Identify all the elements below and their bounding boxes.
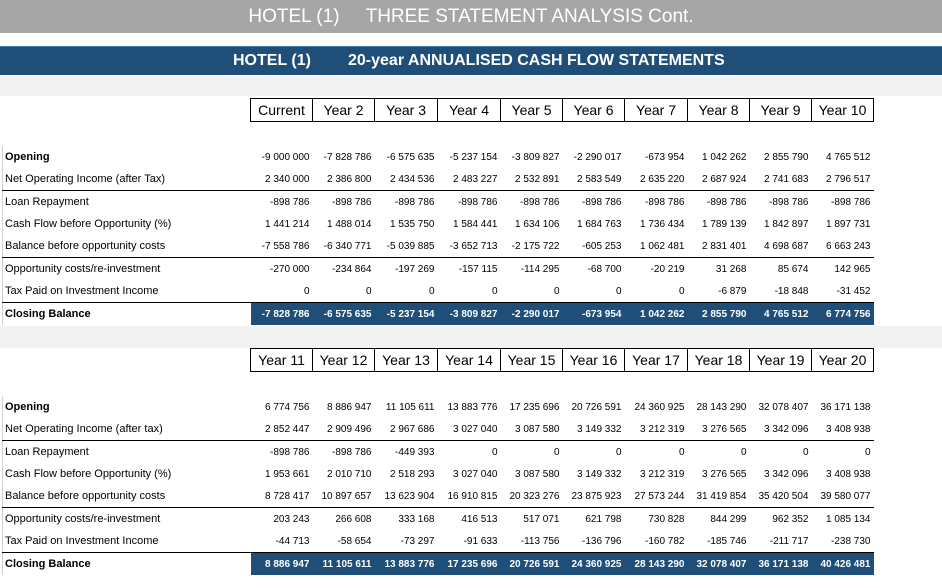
value-cell: 2 796 517 — [812, 168, 874, 191]
value-cell: -197 269 — [395, 263, 435, 275]
year-header: Year 15 — [501, 349, 563, 372]
page-banner: HOTEL (1) THREE STATEMENT ANALYSIS Cont. — [0, 0, 942, 33]
value-cell: 24 360 925 — [563, 553, 625, 576]
value-cell: -2 175 722 — [501, 235, 563, 258]
value-cell: 20 726 591 — [501, 553, 563, 576]
value-cell: 1 684 763 — [577, 218, 622, 230]
row-net-operating-income — [3, 168, 874, 191]
value-cell: 28 143 290 — [625, 553, 688, 576]
value-cell: 1 535 750 — [390, 218, 435, 230]
year-header: Year 6 — [563, 99, 625, 122]
row-cash-flow-before-opportunity — [3, 463, 874, 485]
value-cell: -3 809 827 — [511, 151, 560, 163]
row-cash-flow-before-opportunity — [3, 213, 874, 235]
value-cell: -270 000 — [270, 263, 310, 275]
value-cell: 6 774 756 — [812, 303, 874, 326]
value-cell: 2 831 401 — [688, 235, 750, 258]
value-cell: 24 360 925 — [634, 401, 685, 413]
value-cell: 2 583 549 — [563, 168, 625, 191]
value-cell: 3 087 580 — [515, 468, 560, 480]
value-cell: 416 513 — [461, 513, 498, 525]
value-cell: -7 828 786 — [323, 151, 372, 163]
value-cell: 2 340 000 — [251, 168, 313, 191]
value-cell: 2 635 220 — [625, 168, 688, 191]
value-cell: 2 967 686 — [375, 418, 438, 441]
row-label: Opening — [3, 396, 251, 418]
value-cell: 8 886 947 — [327, 401, 372, 413]
row-label: Net Operating Income (after Tax) — [3, 168, 251, 191]
value-cell: 10 897 657 — [313, 485, 375, 508]
row-closing-balance — [3, 303, 874, 326]
value-cell: 0 — [251, 280, 313, 303]
year-header: Year 3 — [375, 99, 438, 122]
value-cell: -18 848 — [750, 280, 812, 303]
row-label: Opportunity costs/re-investment — [3, 508, 251, 531]
value-cell: 17 235 696 — [509, 401, 560, 413]
spacer-row — [3, 372, 874, 397]
row-balance-before-opportunity-costs — [3, 485, 874, 508]
year-header: Year 13 — [375, 349, 438, 372]
value-cell: -44 713 — [251, 530, 313, 553]
value-cell: 13 623 904 — [375, 485, 438, 508]
spacer-cell — [3, 372, 874, 397]
value-cell: -449 393 — [395, 446, 435, 458]
row-opportunity-costs — [3, 508, 874, 531]
value-cell: -5 237 154 — [375, 303, 438, 326]
value-cell: 3 212 319 — [640, 468, 685, 480]
row-label: Closing Balance — [3, 303, 251, 326]
header-blank-cell — [3, 349, 251, 372]
value-cell: 2 434 536 — [375, 168, 438, 191]
value-cell: -673 954 — [563, 303, 625, 326]
year-header: Year 16 — [563, 349, 625, 372]
value-cell: 1 085 134 — [826, 513, 871, 525]
value-cell: -2 290 017 — [573, 151, 622, 163]
value-cell: 1 042 262 — [702, 151, 747, 163]
value-cell: 0 — [678, 446, 685, 458]
value-cell: 1 953 661 — [265, 468, 310, 480]
value-cell: 2 386 800 — [313, 168, 375, 191]
value-cell: 3 027 040 — [438, 418, 501, 441]
year-header: Year 12 — [313, 349, 375, 372]
value-cell: 27 573 244 — [625, 485, 688, 508]
value-cell: 1 042 262 — [625, 303, 688, 326]
value-cell: -234 864 — [332, 263, 372, 275]
cash-flow-table-years-1-10 — [2, 98, 874, 325]
value-cell: 1 584 441 — [453, 218, 498, 230]
value-cell: -898 786 — [332, 446, 372, 458]
row-label: Opening — [3, 146, 251, 168]
value-cell: -9 000 000 — [261, 151, 310, 163]
value-cell: -673 954 — [645, 151, 685, 163]
value-cell: -211 717 — [750, 530, 812, 553]
value-cell: -73 297 — [375, 530, 438, 553]
value-cell: 0 — [491, 446, 498, 458]
row-loan-repayment — [3, 441, 874, 464]
value-cell: 85 674 — [777, 263, 809, 275]
year-header: Year 19 — [750, 349, 812, 372]
value-cell: 266 608 — [335, 513, 372, 525]
year-header: Year 17 — [625, 349, 688, 372]
row-label: Tax Paid on Investment Income — [3, 280, 251, 303]
value-cell: 2 483 227 — [438, 168, 501, 191]
value-cell: -238 730 — [812, 530, 874, 553]
value-cell: 6 774 756 — [265, 401, 310, 413]
value-cell: -6 340 771 — [313, 235, 375, 258]
row-opening — [3, 396, 874, 418]
value-cell: 844 299 — [710, 513, 747, 525]
value-cell: 517 071 — [523, 513, 560, 525]
value-cell: 11 105 611 — [313, 553, 375, 576]
value-cell: 8 886 947 — [251, 553, 313, 576]
row-label: Cash Flow before Opportunity (%) — [3, 213, 251, 235]
value-cell: -898 786 — [270, 446, 310, 458]
value-cell: -6 575 635 — [313, 303, 375, 326]
value-cell: 0 — [501, 280, 563, 303]
value-cell: 17 235 696 — [438, 553, 501, 576]
value-cell: 0 — [615, 446, 622, 458]
value-cell: 1 634 106 — [515, 218, 560, 230]
row-net-operating-income — [3, 418, 874, 441]
value-cell: 3 342 096 — [764, 468, 809, 480]
value-cell: -5 039 885 — [375, 235, 438, 258]
value-cell: 8 728 417 — [251, 485, 313, 508]
value-cell: -898 786 — [582, 196, 622, 208]
value-cell: 16 910 815 — [438, 485, 501, 508]
row-closing-balance — [3, 553, 874, 576]
value-cell: 2 518 293 — [390, 468, 435, 480]
value-cell: 39 580 077 — [812, 485, 874, 508]
row-opening — [3, 146, 874, 168]
value-cell: -7 828 786 — [251, 303, 313, 326]
row-label: Loan Repayment — [3, 441, 251, 464]
value-cell: 0 — [802, 446, 809, 458]
value-cell: -68 700 — [587, 263, 622, 275]
year-header-row — [3, 349, 874, 372]
value-cell: -605 253 — [563, 235, 625, 258]
value-cell: -160 782 — [625, 530, 688, 553]
year-header: Current — [251, 99, 313, 122]
spacer-band-middle — [0, 326, 942, 348]
statement-title: 20-year ANNUALISED CASH FLOW STATEMENTS — [348, 52, 725, 69]
value-cell: 36 171 138 — [750, 553, 812, 576]
row-label: Tax Paid on Investment Income — [3, 530, 251, 553]
value-cell: 11 105 611 — [385, 401, 435, 413]
value-cell: 13 883 776 — [375, 553, 438, 576]
value-cell: 1 842 897 — [764, 218, 809, 230]
year-header: Year 5 — [501, 99, 563, 122]
value-cell: 3 408 938 — [812, 418, 874, 441]
year-header: Year 4 — [438, 99, 501, 122]
value-cell: 3 276 565 — [688, 418, 750, 441]
value-cell: 0 — [740, 446, 747, 458]
value-cell: 2 852 447 — [251, 418, 313, 441]
value-cell: 730 828 — [648, 513, 685, 525]
value-cell: -2 290 017 — [501, 303, 563, 326]
value-cell: -136 796 — [563, 530, 625, 553]
value-cell: -157 115 — [458, 263, 498, 275]
value-cell: 2 855 790 — [688, 303, 750, 326]
row-label: Closing Balance — [3, 553, 251, 576]
year-header: Year 18 — [688, 349, 750, 372]
value-cell: -58 654 — [313, 530, 375, 553]
cash-flow-table-years-11-20 — [2, 348, 874, 575]
value-cell: -3 809 827 — [438, 303, 501, 326]
value-cell: 0 — [864, 446, 871, 458]
value-cell: 32 078 407 — [688, 553, 750, 576]
value-cell: 142 965 — [834, 263, 871, 275]
value-cell: 0 — [625, 280, 688, 303]
value-cell: -898 786 — [270, 196, 310, 208]
value-cell: -898 786 — [332, 196, 372, 208]
row-label: Balance before opportunity costs — [3, 485, 251, 508]
value-cell: -898 786 — [458, 196, 498, 208]
value-cell: 3 342 096 — [750, 418, 812, 441]
row-label: Balance before opportunity costs — [3, 235, 251, 258]
value-cell: 0 — [313, 280, 375, 303]
value-cell: -898 786 — [520, 196, 560, 208]
value-cell: 3 212 319 — [625, 418, 688, 441]
row-label: Cash Flow before Opportunity (%) — [3, 463, 251, 485]
value-cell: -6 879 — [688, 280, 750, 303]
value-cell: 2 909 496 — [313, 418, 375, 441]
value-cell: 1 488 014 — [327, 218, 372, 230]
value-cell: -91 633 — [438, 530, 501, 553]
year-header-row — [3, 99, 874, 122]
row-tax-paid — [3, 280, 874, 303]
value-cell: 1 789 139 — [702, 218, 747, 230]
value-cell: 4 765 512 — [826, 151, 871, 163]
value-cell: 4 698 687 — [750, 235, 812, 258]
year-header: Year 7 — [625, 99, 688, 122]
value-cell: -5 237 154 — [449, 151, 498, 163]
value-cell: 0 — [553, 446, 560, 458]
value-cell: 2 687 924 — [688, 168, 750, 191]
value-cell: 621 798 — [585, 513, 622, 525]
value-cell: 0 — [563, 280, 625, 303]
value-cell: 1 897 731 — [826, 218, 871, 230]
spacer-row — [3, 122, 874, 147]
value-cell: -20 219 — [650, 263, 685, 275]
value-cell: 203 243 — [273, 513, 310, 525]
value-cell: 1 441 214 — [265, 218, 310, 230]
value-cell: 13 883 776 — [447, 401, 498, 413]
value-cell: 6 663 243 — [812, 235, 874, 258]
year-header: Year 2 — [313, 99, 375, 122]
value-cell: 3 408 938 — [826, 468, 871, 480]
value-cell: -114 295 — [520, 263, 560, 275]
value-cell: -898 786 — [707, 196, 747, 208]
value-cell: 0 — [438, 280, 501, 303]
year-header: Year 20 — [812, 349, 874, 372]
value-cell: 2 532 891 — [501, 168, 563, 191]
value-cell: 333 168 — [398, 513, 435, 525]
year-header: Year 9 — [750, 99, 812, 122]
value-cell: -898 786 — [831, 196, 871, 208]
hotel-name: HOTEL (1) — [233, 52, 311, 69]
value-cell: 4 765 512 — [750, 303, 812, 326]
row-tax-paid — [3, 530, 874, 553]
spacer-cell — [3, 122, 874, 147]
value-cell: 962 352 — [772, 513, 809, 525]
value-cell: -185 746 — [688, 530, 750, 553]
value-cell: 31 268 — [715, 263, 747, 275]
value-cell: 20 323 276 — [501, 485, 563, 508]
value-cell: 20 726 591 — [571, 401, 622, 413]
value-cell: 35 420 504 — [750, 485, 812, 508]
value-cell: 3 149 332 — [563, 418, 625, 441]
spacer-band-top — [0, 76, 942, 96]
row-label: Opportunity costs/re-investment — [3, 258, 251, 281]
value-cell: -898 786 — [395, 196, 435, 208]
value-cell: 23 875 923 — [563, 485, 625, 508]
value-cell: 3 149 332 — [577, 468, 622, 480]
value-cell: 3 027 040 — [453, 468, 498, 480]
row-label: Net Operating Income (after tax) — [3, 418, 251, 441]
value-cell: -113 756 — [501, 530, 563, 553]
year-header: Year 11 — [251, 349, 313, 372]
value-cell: 28 143 290 — [696, 401, 747, 413]
value-cell: 1 736 434 — [640, 218, 685, 230]
value-cell: -3 652 713 — [438, 235, 501, 258]
value-cell: -898 786 — [769, 196, 809, 208]
row-opportunity-costs — [3, 258, 874, 281]
year-header: Year 10 — [812, 99, 874, 122]
header-blank-cell — [3, 99, 251, 122]
value-cell: 3 276 565 — [702, 468, 747, 480]
value-cell: -31 452 — [812, 280, 874, 303]
row-label: Loan Repayment — [3, 191, 251, 214]
value-cell: 40 426 481 — [812, 553, 874, 576]
value-cell: 36 171 138 — [820, 401, 871, 413]
statement-title-bar — [0, 46, 942, 75]
value-cell: -898 786 — [645, 196, 685, 208]
value-cell: 2 855 790 — [764, 151, 809, 163]
year-header: Year 14 — [438, 349, 501, 372]
value-cell: 1 062 481 — [625, 235, 688, 258]
year-header: Year 8 — [688, 99, 750, 122]
value-cell: 2 010 710 — [327, 468, 372, 480]
row-loan-repayment — [3, 191, 874, 214]
value-cell: 31 419 854 — [688, 485, 750, 508]
value-cell: 3 087 580 — [501, 418, 563, 441]
value-cell: -7 558 786 — [251, 235, 313, 258]
row-balance-before-opportunity-costs — [3, 235, 874, 258]
value-cell: 0 — [375, 280, 438, 303]
value-cell: 32 078 407 — [758, 401, 809, 413]
value-cell: 2 741 683 — [750, 168, 812, 191]
value-cell: -6 575 635 — [386, 151, 435, 163]
